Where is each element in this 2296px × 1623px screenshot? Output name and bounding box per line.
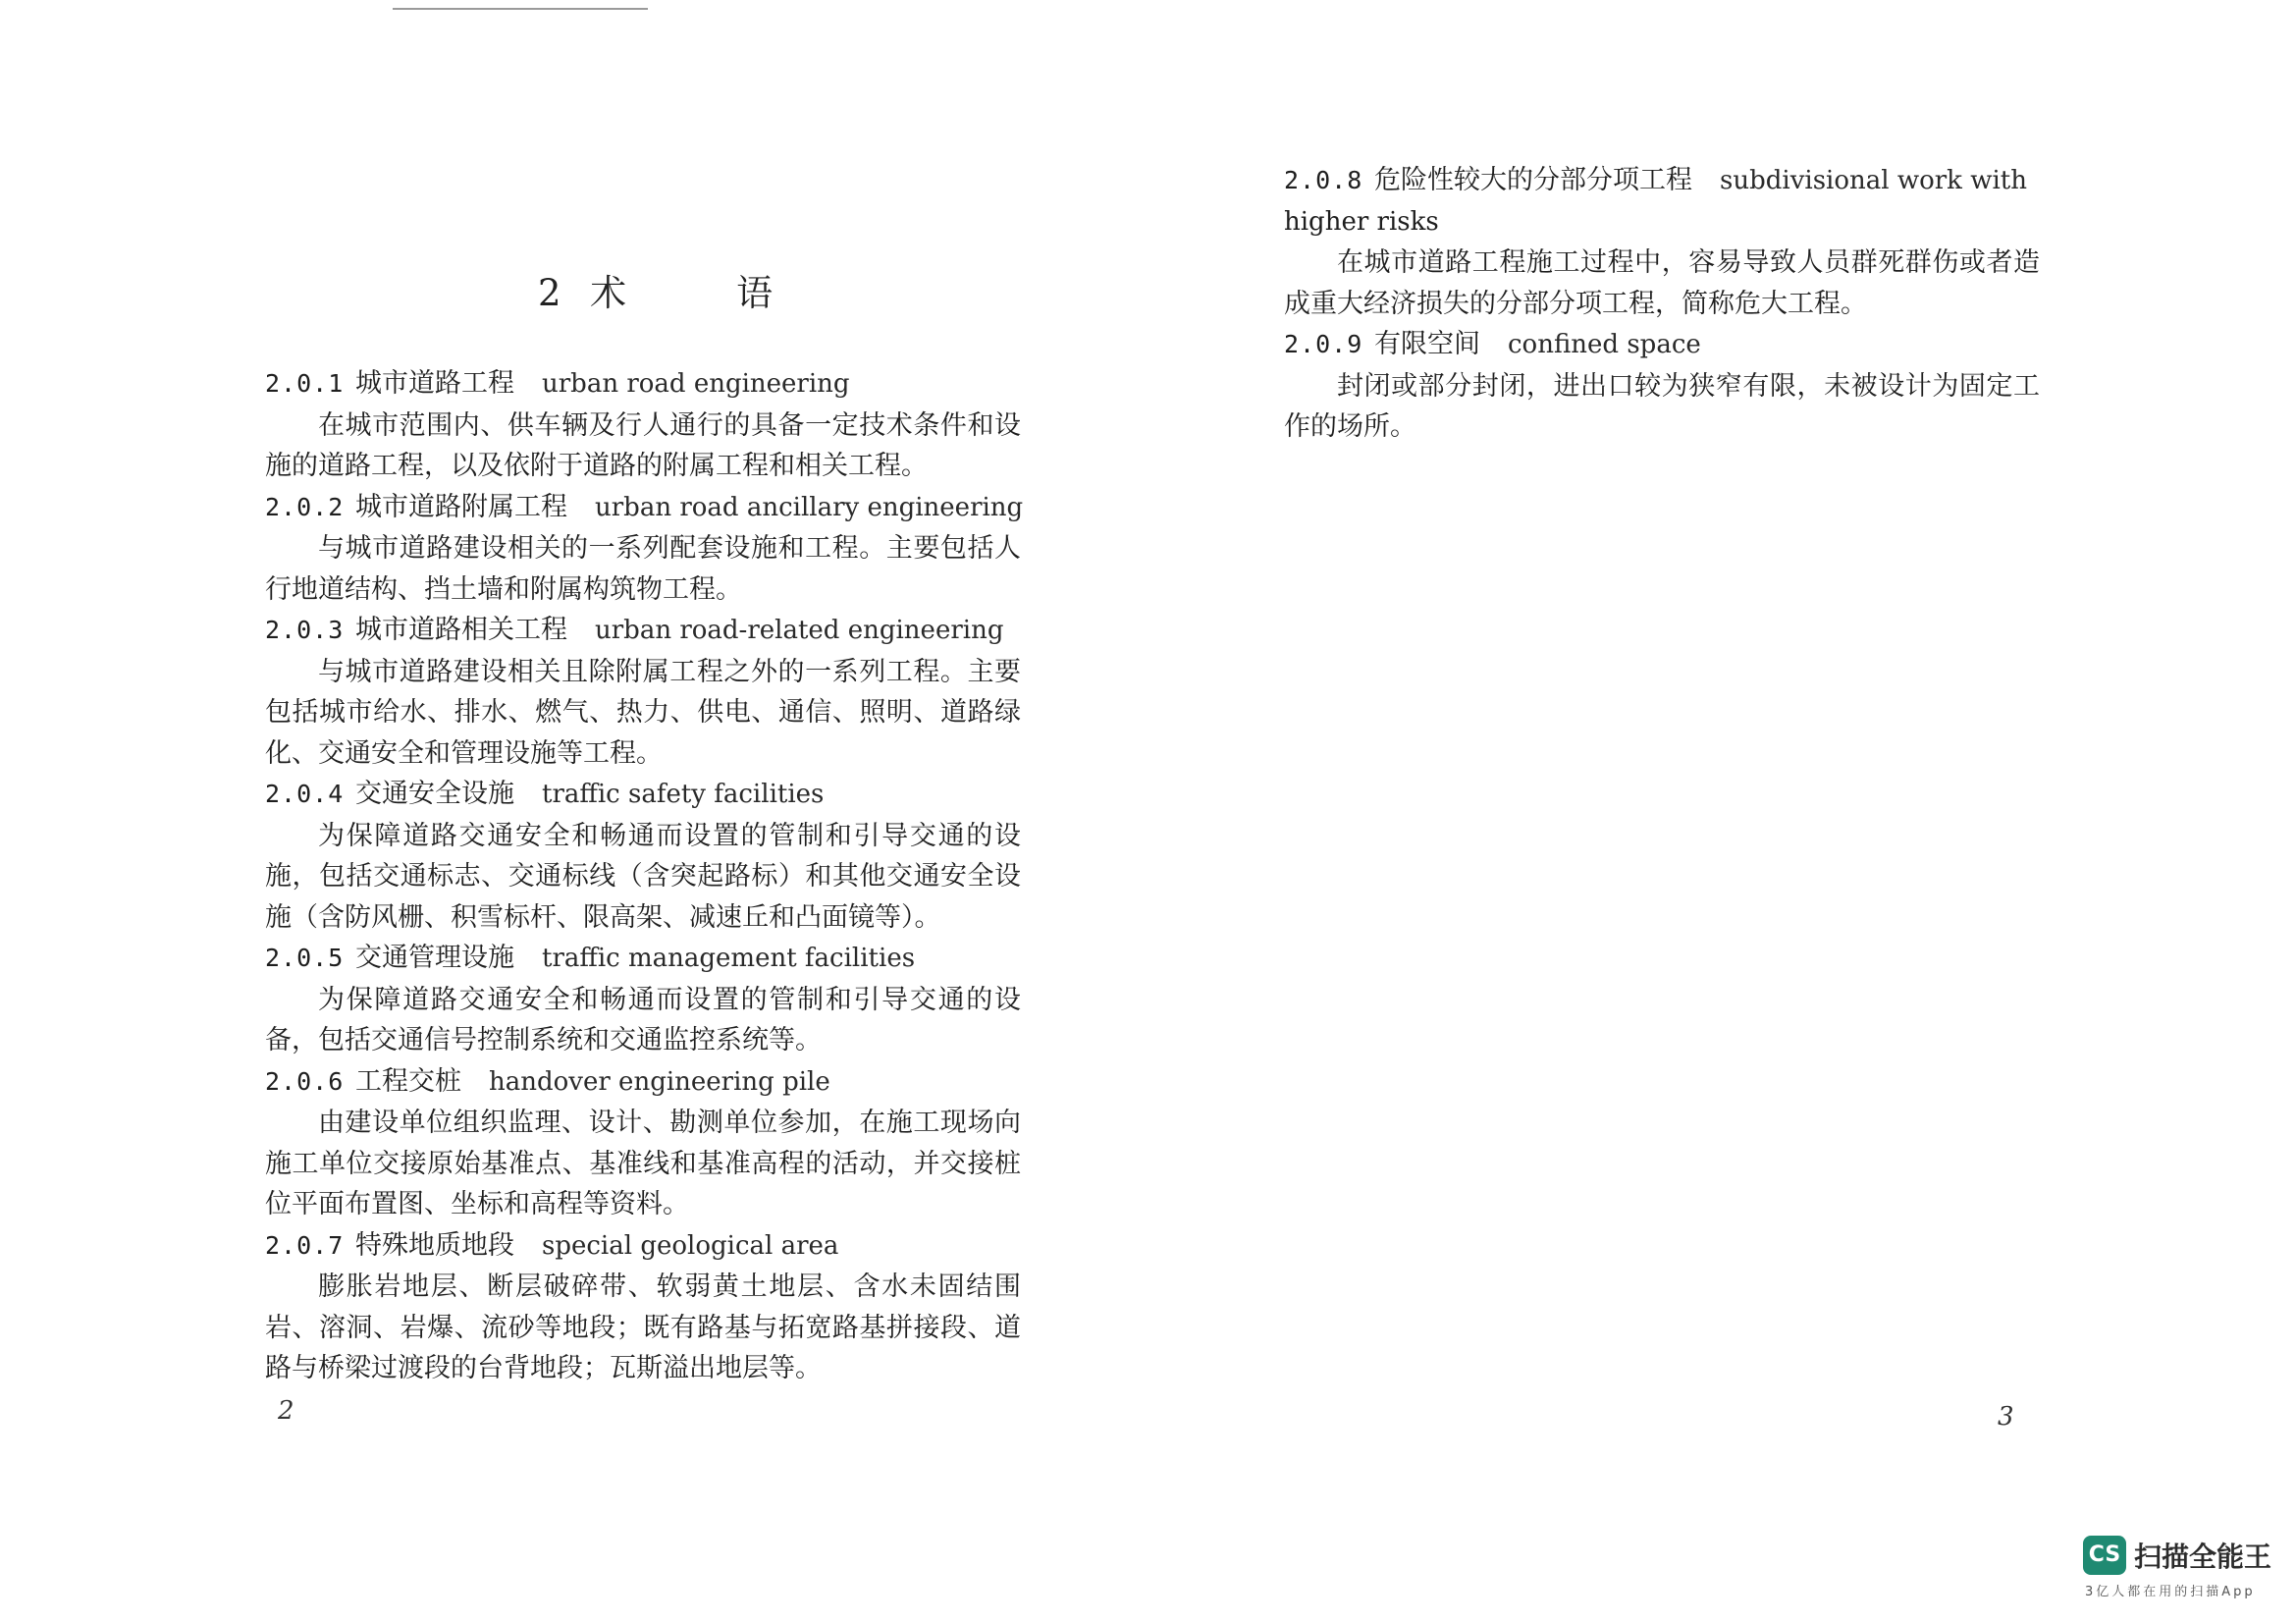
term-definition-line: 化、交通安全和管理设施等工程。	[265, 737, 663, 769]
term-chinese: 危险性较大的分部分项工程	[1374, 165, 1692, 195]
term-chinese: 城市道路附属工程	[355, 491, 567, 522]
term-entry	[265, 487, 1024, 611]
term-definition-line: 包括城市给水、排水、燃气、热力、供电、通信、照明、道路绿	[265, 697, 1021, 728]
term-definition-line: 岩、溶洞、岩爆、流砂等地段；既有路基与拓宽路基拼接段、道	[265, 1312, 1021, 1343]
watermark-app-name: 扫描全能王	[2134, 1541, 2272, 1573]
chapter-title: 2 术 语	[538, 272, 775, 314]
term-chinese: 城市道路工程	[355, 368, 514, 399]
term-entry	[265, 938, 1021, 1061]
term-chinese: 交通安全设施	[355, 779, 514, 809]
term-chinese: 有限空间	[1374, 329, 1480, 359]
term-definition-line: 作的场所。	[1284, 411, 1416, 442]
term-definition-line: 在城市范围内、供车辆及行人通行的具备一定技术条件和设	[318, 409, 1021, 441]
left-page-content	[265, 363, 1024, 1389]
term-english: handover engineering pile	[489, 1066, 830, 1097]
term-heading	[265, 363, 1021, 406]
term-entry	[265, 610, 1021, 774]
right-page-content	[1284, 160, 2040, 448]
term-definition-line: 施的道路工程，以及依附于道路的附属工程和相关工程。	[265, 451, 928, 481]
term-chinese: 特殊地质地段	[355, 1229, 514, 1261]
term-definition-line: 备，包括交通信号控制系统和交通监控系统等。	[265, 1025, 822, 1055]
term-heading	[1284, 324, 2040, 366]
term-definition-line: 封闭或部分封闭，进出口较为狭窄有限，未被设计为固定工	[1337, 370, 2040, 402]
term-english: confined space	[1508, 330, 1701, 359]
term-definition-line: 行地道结构、挡土墙和附属构筑物工程。	[265, 573, 742, 605]
term-definition-line: 成重大经济损失的分部分项工程，简称危大工程。	[1284, 288, 1867, 319]
term-heading	[265, 1225, 1021, 1268]
term-definition-line: 在城市道路工程施工过程中，容易导致人员群死群伤或者造	[1337, 247, 2040, 278]
term-english: traffic safety facilities	[542, 780, 825, 809]
term-definition-line: 由建设单位组织监理、设计、勘测单位参加，在施工现场向	[318, 1108, 1021, 1138]
term-number: 2.0.4	[265, 780, 345, 808]
term-english: urban road-related engineering	[595, 616, 1004, 645]
term-entry	[1284, 324, 2040, 448]
term-english: traffic management facilities	[542, 944, 916, 973]
term-definition-line: 为保障道路交通安全和畅通而设置的管制和引导交通的设	[318, 820, 1021, 851]
term-chinese: 工程交桩	[355, 1065, 461, 1097]
term-heading	[265, 610, 1021, 652]
term-entry	[265, 363, 1021, 487]
term-chinese: 城市道路相关工程	[355, 615, 567, 645]
term-number: 2.0.8	[1284, 166, 1363, 194]
term-entry	[1284, 160, 2040, 324]
term-definition-line: 施（含防风栅、积雪标杆、限高架、减速丘和凸面镜等）。	[265, 901, 941, 933]
term-entry	[265, 1061, 1021, 1225]
term-heading	[265, 487, 1024, 529]
term-heading	[265, 938, 1021, 980]
term-number: 2.0.1	[265, 369, 345, 398]
term-number: 2.0.6	[265, 1066, 345, 1096]
term-definition-line: 与城市道路建设相关且除附属工程之外的一系列工程。主要	[318, 656, 1021, 687]
term-english: subdivisional work with	[1720, 166, 2027, 195]
term-number: 2.0.2	[265, 492, 345, 521]
page-number-left: 2	[278, 1396, 294, 1426]
term-entry	[265, 774, 1021, 938]
term-english: urban road engineering	[542, 369, 850, 399]
scan-edge-line	[393, 8, 648, 10]
term-definition-line: 膨胀岩地层、断层破碎带、软弱黄土地层、含水未固结围	[318, 1271, 1021, 1302]
term-definition-line: 位平面布置图、坐标和高程等资料。	[265, 1189, 689, 1219]
term-heading	[1284, 160, 2040, 202]
term-chinese: 交通管理设施	[355, 943, 514, 973]
camscanner-logo-icon: CS	[2083, 1536, 2126, 1575]
page-number-right: 3	[1998, 1402, 2014, 1432]
scanner-watermark	[2083, 1534, 2279, 1602]
term-english: special geological area	[542, 1230, 839, 1261]
watermark-tagline: 3亿人都在用的扫描App	[2085, 1585, 2256, 1599]
term-number: 2.0.9	[1284, 330, 1363, 358]
term-number: 2.0.5	[265, 944, 345, 972]
term-definition-line: 路与桥梁过渡段的台背地段；瓦斯溢出地层等。	[265, 1353, 822, 1383]
term-entry	[265, 1225, 1021, 1389]
term-heading	[265, 1061, 1021, 1104]
term-heading	[265, 774, 1021, 816]
term-definition-line: 施，包括交通标志、交通标线（含突起路标）和其他交通安全设	[265, 861, 1021, 892]
term-english-continued: higher risks	[1284, 206, 1439, 237]
term-english: urban road ancillary engineering	[595, 492, 1024, 522]
term-definition-line: 施工单位交接原始基准点、基准线和基准高程的活动，并交接桩	[265, 1148, 1021, 1179]
term-definition-line: 为保障道路交通安全和畅通而设置的管制和引导交通的设	[318, 984, 1021, 1015]
term-definition-line: 与城市道路建设相关的一系列配套设施和工程。主要包括人	[318, 533, 1021, 564]
term-number: 2.0.7	[265, 1230, 345, 1260]
term-number: 2.0.3	[265, 616, 345, 644]
